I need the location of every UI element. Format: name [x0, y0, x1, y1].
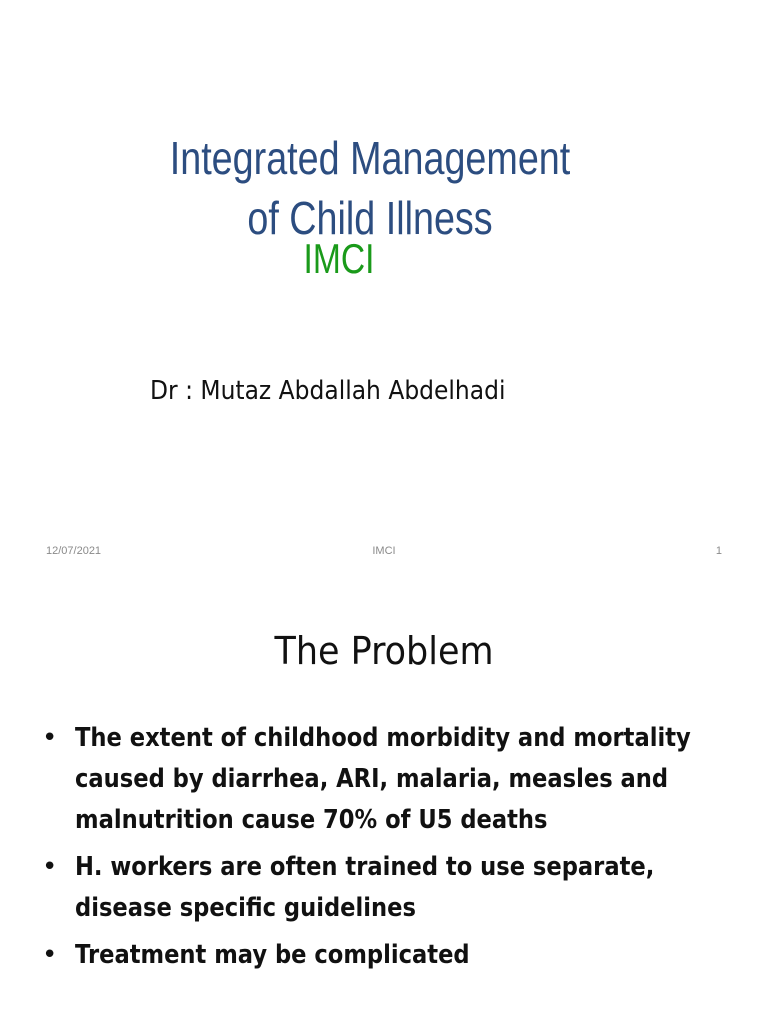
footer-center-text: IMCI: [372, 545, 396, 557]
bullet-item: [42, 935, 742, 976]
slide-heading: The Problem: [274, 629, 494, 673]
bullet-icon: •: [42, 852, 58, 882]
bullet-text: Treatment may be complicated: [75, 940, 470, 970]
bullet-icon: •: [42, 723, 58, 753]
bullet-icon: •: [42, 940, 58, 970]
bullet-item: [42, 847, 742, 929]
slide-title-line-1: Integrated Management: [169, 132, 571, 184]
bullet-list: [42, 718, 742, 982]
bullet-text: H. workers are often trained to use separate, disease specific guidelines: [75, 852, 655, 923]
presenter-name: Dr : Mutaz Abdallah Abdelhadi: [150, 376, 506, 406]
slide-title-line-2: of Child Illness: [247, 192, 493, 244]
bullet-text: The extent of childhood morbidity and mortality caused by diarrhea, ARI, malaria, measles and malnutrition cause 70% of U5 deaths: [75, 723, 691, 835]
slide-2: [0, 576, 768, 1024]
footer-date: 12/07/2021: [46, 545, 102, 557]
slide-acronym: IMCI: [303, 235, 375, 282]
footer-page-number: 1: [715, 545, 722, 557]
bullet-item: [42, 718, 742, 841]
